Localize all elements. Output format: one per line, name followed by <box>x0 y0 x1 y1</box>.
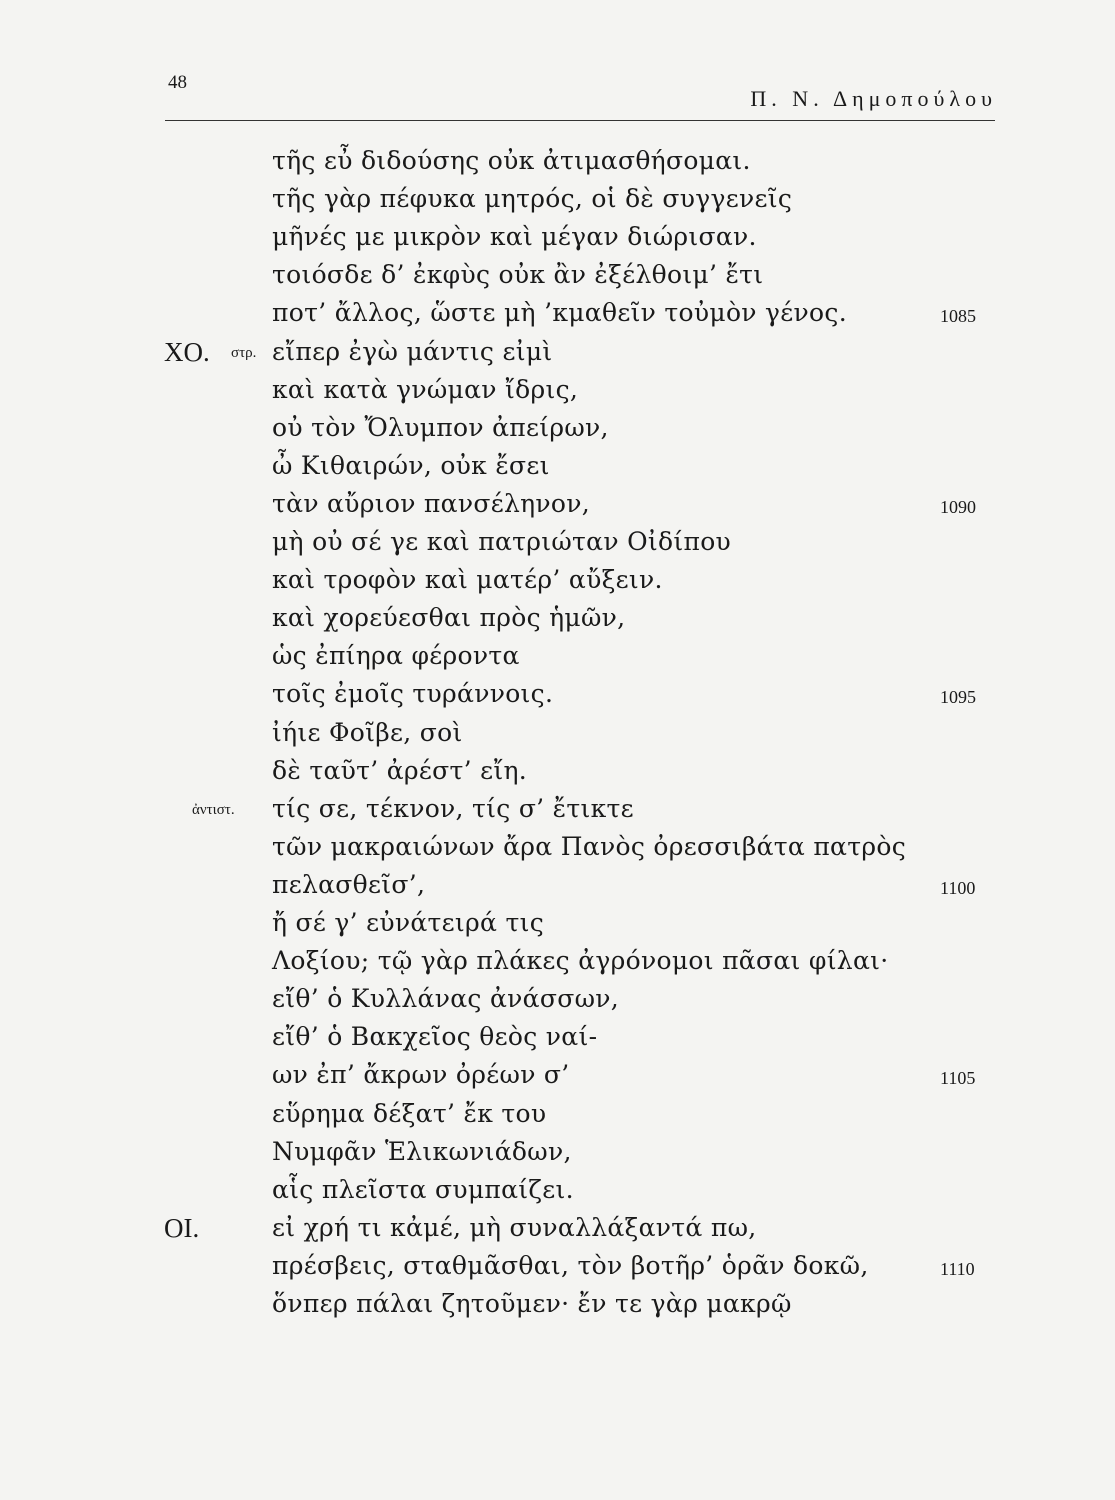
verse-line-text: πελασθεῖσ’, <box>272 869 426 899</box>
verse-line-text: εἰ χρή τι κἀμέ, μὴ συναλλάξαντά πω, <box>272 1212 757 1242</box>
verse-line-text: τῆς εὖ διδούσης οὐκ ἀτιμασθήσομαι. <box>272 146 751 175</box>
verse-line-text: μὴ οὐ σέ γε καὶ πατριώταν Οἰδίπου <box>272 527 732 556</box>
speaker-label: ΧΟ. <box>164 336 210 367</box>
verse-line-text: εἴπερ ἐγὼ μάντις εἰμὶ <box>272 336 553 366</box>
strophe-label: ἀντιστ. <box>192 801 235 818</box>
verse-line-text: αἷς πλεῖστα συμπαίζει. <box>272 1174 574 1204</box>
verse-line-text: εἴθ’ ὁ Κυλλάνας ἀνάσσων, <box>272 984 619 1014</box>
verse-line-text: ἤ σέ γ’ εὐνάτειρά τις <box>272 908 544 937</box>
verse-line-text: μῆνές με μικρὸν καὶ μέγαν διώρισαν. <box>272 222 757 252</box>
verse-line <box>0 1289 1115 1333</box>
line-number: 1095 <box>940 687 976 708</box>
verse-line-text: ποτ’ ἄλλος, ὥστε μὴ ’κμαθεῖν τοὐμὸν γένος. <box>272 298 847 328</box>
verse-line-text: πρέσβεις, σταθμᾶσθαι, τὸν βοτῆρ’ ὁρᾶν δοκῶ, <box>272 1250 869 1280</box>
header-rule <box>165 120 995 121</box>
verse-line-text: ὡς ἐπίηρα φέροντα <box>272 641 520 671</box>
verse-line-text: καὶ χορεύεσθαι πρὸς ἡμῶν, <box>272 603 626 633</box>
verse-line-text: καὶ τροφὸν καὶ ματέρ’ αὔξειν. <box>272 565 663 595</box>
speaker-label: ΟΙ. <box>164 1212 200 1243</box>
verse-line-text: δὲ ταῦτ’ ἀρέστ’ εἴη. <box>272 755 528 785</box>
verse-line-text: τίς σε, τέκνον, τίς σ’ ἔτικτε <box>272 793 634 823</box>
verse-line-text: τῆς γὰρ πέφυκα μητρός, οἱ δὲ συγγενεῖς <box>272 184 793 214</box>
verse-line-text: τοῖς ἐμοῖς τυράννοις. <box>272 679 554 709</box>
line-number: 1100 <box>940 877 976 898</box>
verse-line-text: ὦ Κιθαιρών, οὐκ ἔσει <box>272 450 550 480</box>
verse-line-text: τὰν αὔριον πανσέληνον, <box>272 488 590 518</box>
strophe-label: στρ. <box>231 344 257 361</box>
verse-line-text: ων ἐπ’ ἄκρων ὀρέων σ’ <box>272 1060 570 1090</box>
verse-line-text: ὅνπερ πάλαι ζητοῦμεν· ἔν τε γὰρ μακρῷ <box>272 1289 792 1318</box>
verse-line-text: ἰήιε Φοῖβε, σοὶ <box>272 717 463 747</box>
line-number: 1105 <box>940 1068 976 1089</box>
line-number: 1110 <box>940 1258 975 1279</box>
verse-line-text: καὶ κατὰ γνώμαν ἴδρις, <box>272 374 579 404</box>
line-number: 1090 <box>940 496 976 517</box>
verse-line-text: τῶν μακραιώνων ἄρα Πανὸς ὀρεσσιβάτα πατρὸς <box>272 831 907 861</box>
verse-line-text: εἴθ’ ὁ Βακχεῖος θεὸς ναί- <box>272 1022 598 1052</box>
verse-line-text: εὕρημα δέξατ’ ἔκ του <box>272 1098 547 1128</box>
verse-line-text: οὐ τὸν Ὄλυμπον ἀπείρων, <box>272 412 609 442</box>
verse-line-text: τοιόσδε δ’ ἐκφὺς οὐκ ἂν ἐξέλθοιμ’ ἔτι <box>272 260 764 290</box>
line-number: 1085 <box>940 306 976 327</box>
verse-line-text: Λοξίου; τῷ γὰρ πλάκες ἀγρόνομοι πᾶσαι φίλαι· <box>272 946 889 976</box>
page-number: 48 <box>168 72 187 93</box>
verse-line-text: Νυμφᾶν Ἑλικωνιάδων, <box>272 1136 572 1166</box>
running-head-author: Π. Ν. Δημοπούλου <box>750 86 997 111</box>
